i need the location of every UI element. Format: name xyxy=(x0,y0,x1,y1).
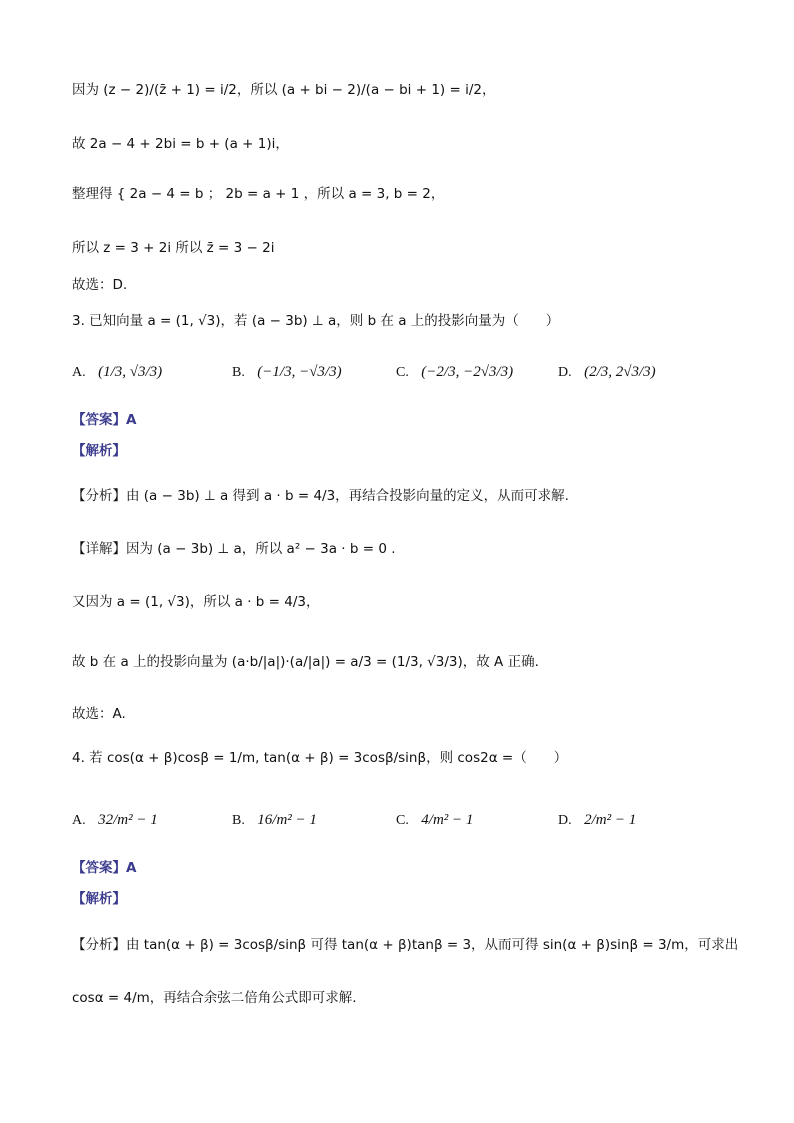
q3-analysis-heading: 【解析】 xyxy=(72,443,126,459)
solution-line-2: 故 2a − 4 + 2bi = b + (a + 1)i， xyxy=(72,136,289,152)
q4-answer: 【答案】A xyxy=(72,860,137,876)
q3-analysis-line: 【分析】由 (a − 3b) ⊥ a 得到 a · b = 4/3，再结合投影向量的定义，从而可求解. xyxy=(72,488,569,504)
q4-option-c xyxy=(396,812,473,829)
question-3-stem: 3. 已知向量 a = (1, √3)，若 (a − 3b) ⊥ a，则 b 在 a 上的投影向量为（ ） xyxy=(72,313,560,329)
option-label: C. xyxy=(396,813,409,828)
option-value: (2/3, 2√3/3) xyxy=(584,364,656,380)
option-label: B. xyxy=(232,813,245,828)
q4-analysis-line-1: 【分析】由 tan(α + β) = 3cosβ/sinβ 可得 tan(α + β)tanβ = 3，从而可得 sin(α + β)sinβ = 3/m，可求出 xyxy=(72,937,739,953)
option-value: 16/m² − 1 xyxy=(257,812,317,828)
q3-detail-line-1: 【详解】因为 (a − 3b) ⊥ a，所以 a² − 3a · b = 0 . xyxy=(72,541,396,557)
option-label: C. xyxy=(396,365,409,380)
q4-analysis-heading: 【解析】 xyxy=(72,891,126,907)
solution-line-1: 因为 (z − 2)/(z̄ + 1) = i/2，所以 (a + bi − 2)/(a − bi + 1) = i/2， xyxy=(72,82,496,98)
q3-option-c xyxy=(396,364,513,381)
q4-analysis-line-2: cosα = 4/m，再结合余弦二倍角公式即可求解. xyxy=(72,990,357,1006)
q4-option-a xyxy=(72,812,158,829)
q4-option-d xyxy=(558,812,636,829)
option-label: B. xyxy=(232,365,245,380)
option-label: D. xyxy=(558,813,572,828)
solution-line-4: 所以 z = 3 + 2i 所以 z̄ = 3 − 2i xyxy=(72,240,275,256)
choice-line-1: 故选：D. xyxy=(72,277,128,293)
option-value: (−2/3, −2√3/3) xyxy=(421,364,514,380)
q3-answer: 【答案】A xyxy=(72,412,137,428)
option-value: 32/m² − 1 xyxy=(98,812,158,828)
q3-choice-line: 故选：A. xyxy=(72,706,126,722)
q3-detail-line-3: 故 b 在 a 上的投影向量为 (a·b/|a|)·(a/|a|) = a/3 = (1/3, √3/3)，故 A 正确. xyxy=(72,654,539,670)
option-value: 2/m² − 1 xyxy=(584,812,637,828)
q4-option-b xyxy=(232,812,317,829)
q3-detail-line-2: 又因为 a = (1, √3)，所以 a · b = 4/3， xyxy=(72,594,320,610)
option-value: (1/3, √3/3) xyxy=(98,364,163,380)
q3-option-a xyxy=(72,364,162,381)
q3-option-d xyxy=(558,364,656,381)
solution-line-3: 整理得 { 2a − 4 = b ； 2b = a + 1 ，所以 a = 3, b = 2， xyxy=(72,186,445,202)
question-4-stem: 4. 若 cos(α + β)cosβ = 1/m, tan(α + β) = 3cosβ/sinβ，则 cos2α =（ ） xyxy=(72,750,568,766)
option-value: (−1/3, −√3/3) xyxy=(257,364,342,380)
q3-option-b xyxy=(232,364,342,381)
option-label: A. xyxy=(72,365,86,380)
option-label: D. xyxy=(558,365,572,380)
option-label: A. xyxy=(72,813,86,828)
option-value: 4/m² − 1 xyxy=(421,812,474,828)
